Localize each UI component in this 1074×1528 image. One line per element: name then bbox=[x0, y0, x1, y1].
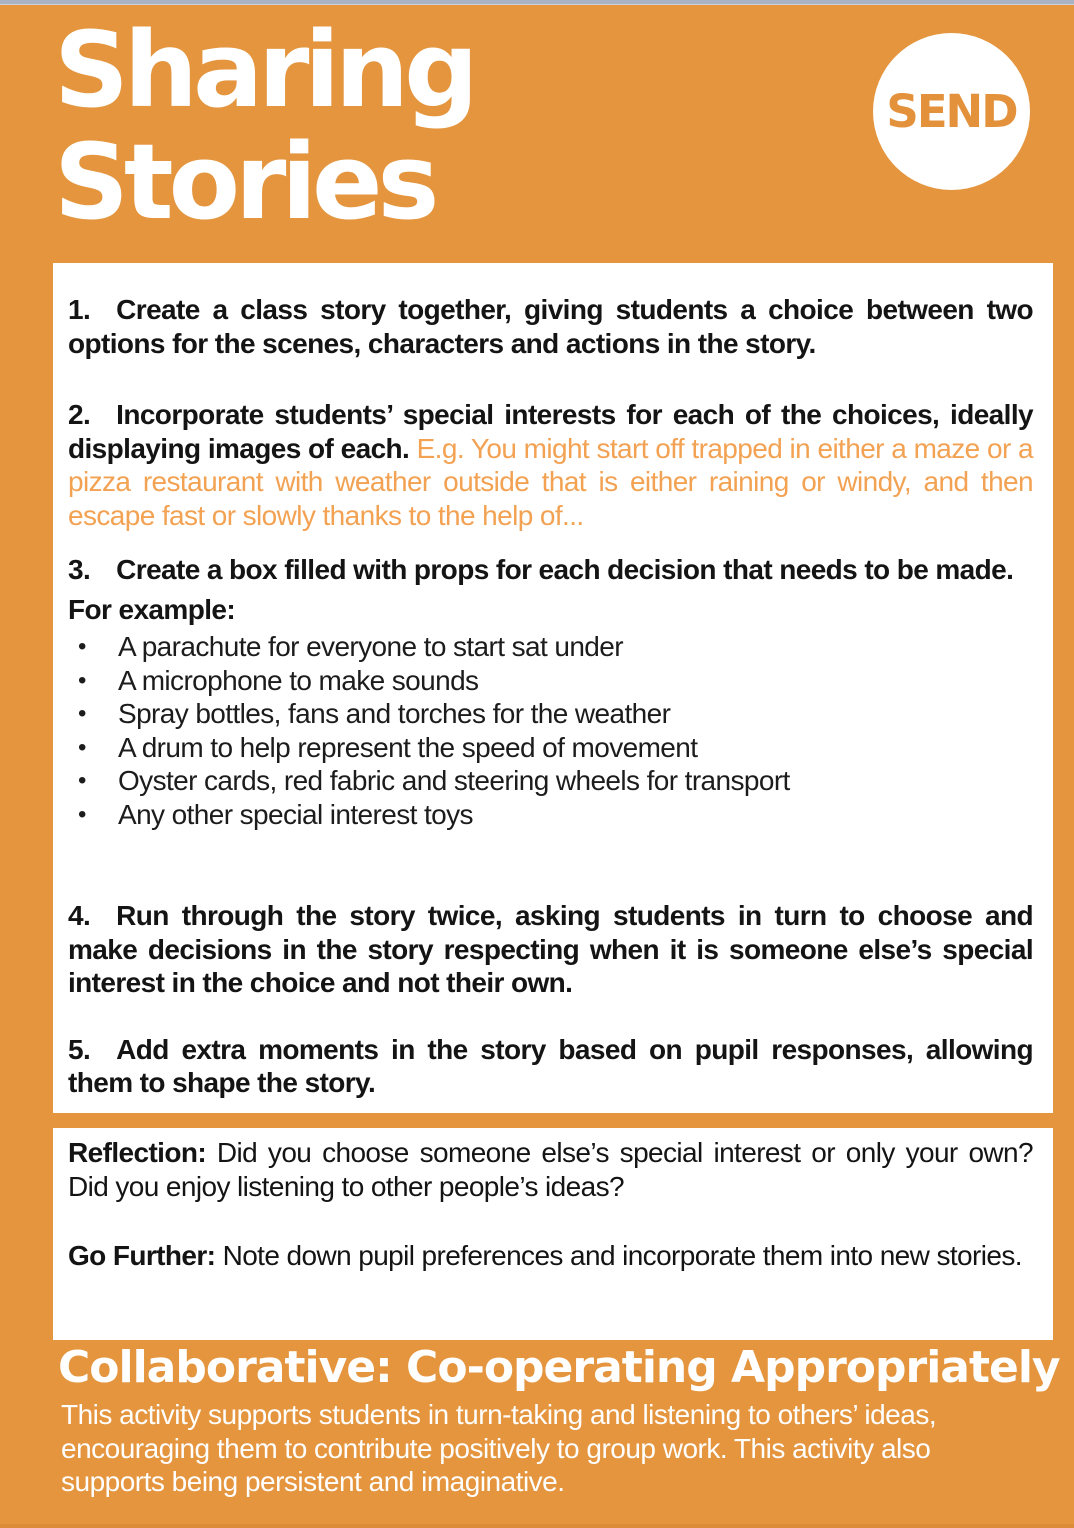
step-1-number: 1. bbox=[68, 294, 91, 325]
send-badge bbox=[873, 33, 1030, 190]
list-item-parachute: • A parachute for everyone to start sat under bbox=[68, 630, 1033, 664]
step-4-number: 4. bbox=[68, 900, 91, 931]
page-title-line-1: Sharing bbox=[54, 9, 474, 131]
reflection-label: Reflection: bbox=[68, 1137, 207, 1168]
send-badge-label: SEND bbox=[886, 85, 1017, 138]
page-title bbox=[54, 9, 474, 243]
list-item-oyster-cards: • Oyster cards, red fabric and steering wheels for transport bbox=[68, 764, 1033, 798]
step-5-number: 5. bbox=[68, 1033, 91, 1065]
list-item-microphone: • A microphone to make sounds bbox=[68, 664, 1033, 698]
reflection-text: Did you choose someone else’s special interest or only your own? Did you enjoy listening to other people’s ideas? bbox=[68, 1137, 1033, 1202]
footer-description: This activity supports students in turn-taking and listening to others’ ideas, encouraging them to contribute positively to group work. This activity also supports being persistent and imaginative. bbox=[61, 1399, 937, 1497]
step-1-text: Create a class story together, giving students a choice between two options for the scenes, characters and actions in the story. bbox=[68, 294, 1033, 359]
page-bottom-edge bbox=[0, 1524, 1074, 1528]
props-list bbox=[68, 630, 1033, 831]
step-3-number: 3. bbox=[68, 554, 91, 585]
list-item-spray-bottles: • Spray bottles, fans and torches for the weather bbox=[68, 697, 1033, 731]
step-4 bbox=[68, 899, 1033, 1000]
go-further-text: Note down pupil preferences and incorporate them into new stories. bbox=[222, 1240, 1022, 1271]
step-4-text: Run through the story twice, asking students in turn to choose and make decisions in the story respecting when it is someone else’s special interest in the choice and not their own. bbox=[68, 900, 1033, 998]
reflection-paragraph bbox=[68, 1136, 1033, 1203]
step-3-subheading: For example: bbox=[68, 593, 236, 625]
step-3-text: Create a box filled with props for each decision that needs to be made. bbox=[116, 554, 1014, 585]
step-2-number: 2. bbox=[68, 399, 91, 430]
step-3 bbox=[68, 553, 1033, 587]
step-2-example-text: E.g. You might start off trapped in either a maze or a pizza restaurant with weather outside that is either raining or windy, and then escape fast or slowly thanks to the help of... bbox=[68, 432, 1033, 531]
list-item-drum: • A drum to help represent the speed of movement bbox=[68, 731, 1033, 765]
page-title-line-2: Stories bbox=[54, 121, 435, 243]
step-5 bbox=[68, 1033, 1033, 1100]
go-further-label: Go Further: bbox=[68, 1240, 216, 1271]
reflection-panel bbox=[53, 1128, 1053, 1340]
step-5-text: Add extra moments in the story based on pupil responses, allowing them to shape the story. bbox=[68, 1033, 1033, 1098]
step-2-text: Incorporate students’ special interests for each of the choices, ideally displaying images of each. bbox=[68, 399, 1033, 464]
go-further-paragraph bbox=[68, 1239, 1033, 1273]
window-top-edge bbox=[0, 0, 1074, 5]
list-item-special-interest-toys: • Any other special interest toys bbox=[68, 798, 1033, 832]
step-1 bbox=[68, 293, 1033, 360]
footer-heading: Collaborative: Co-operating Appropriately bbox=[58, 1342, 1060, 1393]
instructions-panel bbox=[53, 263, 1053, 1113]
step-2 bbox=[68, 398, 1033, 532]
